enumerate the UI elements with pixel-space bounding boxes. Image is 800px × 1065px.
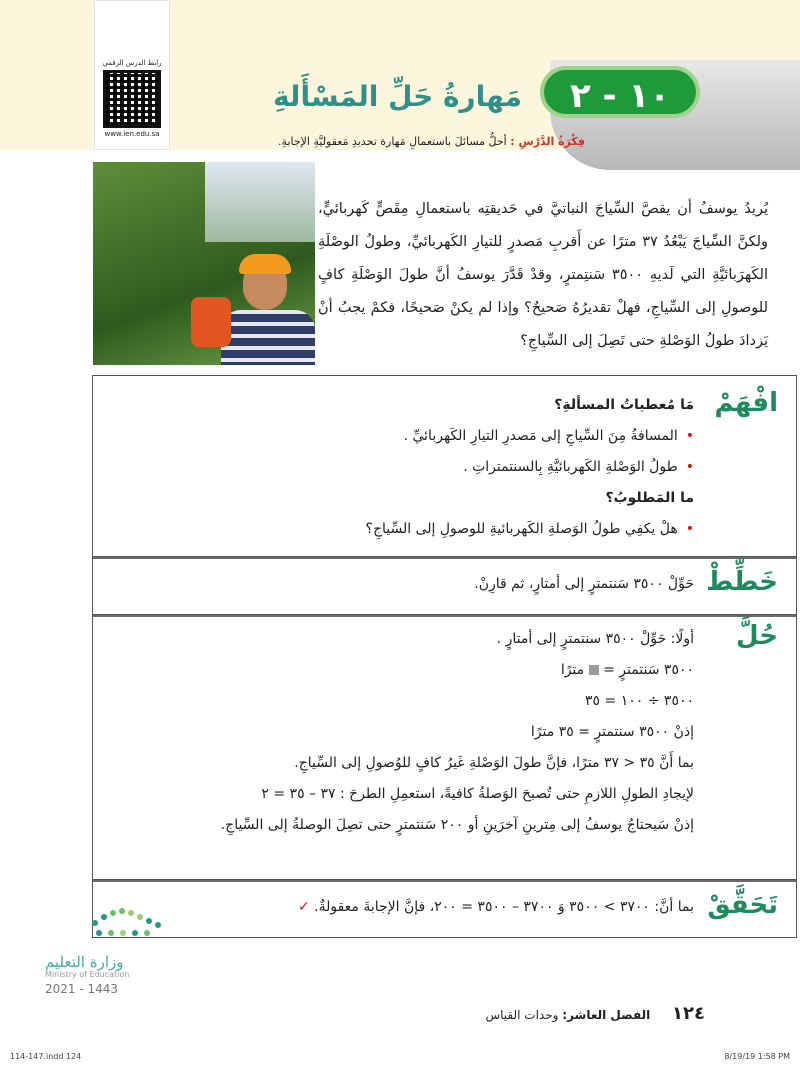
photo-shirt xyxy=(221,310,315,365)
problem-text: يُريدُ يوسفُ أن يقصَّ السِّياجَ النباتيَّ في حَديقتِه باستعمالِ مِقَصٍّ كَهربائيٍّ، ولكنَّ السِّياجَ يَبْعُدُ ٣٧ مترًا عن أَقربِ مَصدرٍ للتيارِ الكَهربائيِّ، وطولُ الوصْلَةِ الكَهرَبائيَّةِ التي لَديهِ ٣٥٠٠ سَنتِمترٍ، وقدْ قَدَّرَ يوسفُ أنَّ طولَ الوَصْلَةِ كافٍ للوصولِ إلى السِّياجِ، فهلْ تقديرُهُ صَحيحٌ؟ وإذا لم يكنْ صَحيحًا، فكمْ يجبُ أنْ يَزدادَ طولُ الوَصْلةِ حتى تَصِلَ إلى السِّياجِ؟ xyxy=(318,201,768,349)
solve-line-5: بما أَنَّ ٣٥ < ٣٧ مترًا، فإنَّ طولَ الوَصْلةِ غَيرُ كافٍ للوُصولِ إلى السِّياجِ. xyxy=(294,755,694,771)
solve-line-7: إذنْ سَيحتاجُ يوسفُ إلى مِترينِ آخرَينِ أو ٢٠٠ سَنتمترٍ حتى تصِلَ الوصلةُ إلى السِّياجِ. xyxy=(220,817,694,833)
qr-url[interactable]: www.ien.edu.sa xyxy=(104,130,160,138)
ministry-logo-icon xyxy=(92,900,187,940)
solve-line-3: ٣٥٠٠ ÷ ١٠٠ = ٣٥ xyxy=(585,693,694,709)
solve-label: حُلَّ xyxy=(736,621,778,651)
print-date-info: 8/19/19 1:58 PM xyxy=(724,1052,790,1061)
checkmark-icon: ✓ xyxy=(297,899,310,915)
check-sentence: بما أنَّ: ٣٧٠٠ > ٣٥٠٠ وَ ٣٧٠٠ – ٣٥٠٠ = ٢٠٠، فإنَّ الإجابةَ معقولةٌ. xyxy=(314,899,694,915)
solve-section xyxy=(92,615,797,880)
plan-divider xyxy=(93,557,796,559)
plan-body xyxy=(107,569,694,600)
check-section xyxy=(92,880,797,938)
page-number: ١٢٤ xyxy=(672,1003,705,1024)
gardener-photo xyxy=(93,162,315,365)
lesson-idea-label: فِكْرَةُ الدَّرْسِ : xyxy=(510,135,585,148)
lesson-number-badge: ١٠ - ٢ xyxy=(540,66,700,118)
solve-line-6: لإيجادِ الطولِ اللازمِ حتى تُصبحَ الوَصلةُ كافيةً، استعمِلِ الطرحَ : ٣٧ – ٣٥ = ٢ xyxy=(261,786,694,802)
solve-divider xyxy=(93,615,796,617)
ministry-year: 2021 - 1443 xyxy=(45,982,119,996)
blank-box-icon xyxy=(589,665,599,675)
ministry-name-en: Ministry of Education xyxy=(45,970,130,979)
chapter-label: الفصل العاشر: xyxy=(562,1008,651,1022)
solve-line-1: أولًا: حَوِّلْ ٣٥٠٠ سنتمترٍ إلى أمتارٍ . xyxy=(496,631,694,647)
understand-question-2: ما المَطلوبُ؟ xyxy=(605,490,694,506)
chapter-title: وحدات القياس xyxy=(485,1008,559,1022)
understand-section xyxy=(92,375,797,557)
qr-panel[interactable] xyxy=(94,0,170,150)
understand-label: افْهَمْ xyxy=(714,388,778,418)
understand-bullet-2: • طولُ الوَصْلةِ الكَهربائيَّةِ بِالسنتمتراتِ . xyxy=(107,452,694,483)
solve-line-2 xyxy=(107,655,694,686)
understand-question-1: مَا مُعطياتُ المسألةِ؟ xyxy=(554,397,694,413)
plan-label: خَطِّطْ xyxy=(706,567,778,597)
solve-line-2-left: ٣٥٠٠ سَنتمترٍ = xyxy=(603,662,694,678)
print-file-info: 114-147.indd 124 xyxy=(10,1052,82,1061)
ministry-name-ar: وزارة التعليم xyxy=(45,953,124,971)
plan-section xyxy=(92,557,797,615)
page-footer xyxy=(485,1003,705,1024)
hedge-trimmer-icon xyxy=(191,297,231,347)
solve-line-4: إذنْ ٣٥٠٠ سنتمترٍ = ٣٥ مترًا xyxy=(530,724,694,740)
solve-body xyxy=(107,624,694,841)
photo-sky xyxy=(205,162,315,242)
understand-body xyxy=(107,390,694,545)
qr-code-icon[interactable] xyxy=(103,70,161,128)
lesson-idea-text: أحلُّ مسائلَ باستعمالِ مَهارة تحديدِ مَعقوليَّةِ الإجابةِ. xyxy=(278,135,507,148)
check-body xyxy=(173,892,694,923)
check-label: تَحَقَّقْ xyxy=(707,890,778,920)
qr-label: رابط الدرس الرقمي xyxy=(102,59,162,67)
photo-cap xyxy=(239,254,291,274)
understand-bullet-1: • المسافةُ مِنَ السِّياجِ إلى مَصدرِ التيارِ الكَهربائيِّ . xyxy=(107,421,694,452)
check-divider xyxy=(93,880,796,882)
lesson-idea xyxy=(278,135,585,148)
check-text xyxy=(173,892,694,923)
understand-bullet-3: • هلْ يكفِي طولُ الوَصلةِ الكَهربائيةِ للوصولِ إلى السِّياجِ؟ xyxy=(107,514,694,545)
solve-line-2-right: مترًا xyxy=(560,662,585,678)
lesson-title: مَهارةُ حَلِّ المَسْأَلةِ xyxy=(272,80,522,113)
plan-text: حَوِّلْ ٣٥٠٠ سَنتمترٍ إلى أمتارٍ، ثم قارِنْ. xyxy=(474,576,694,592)
